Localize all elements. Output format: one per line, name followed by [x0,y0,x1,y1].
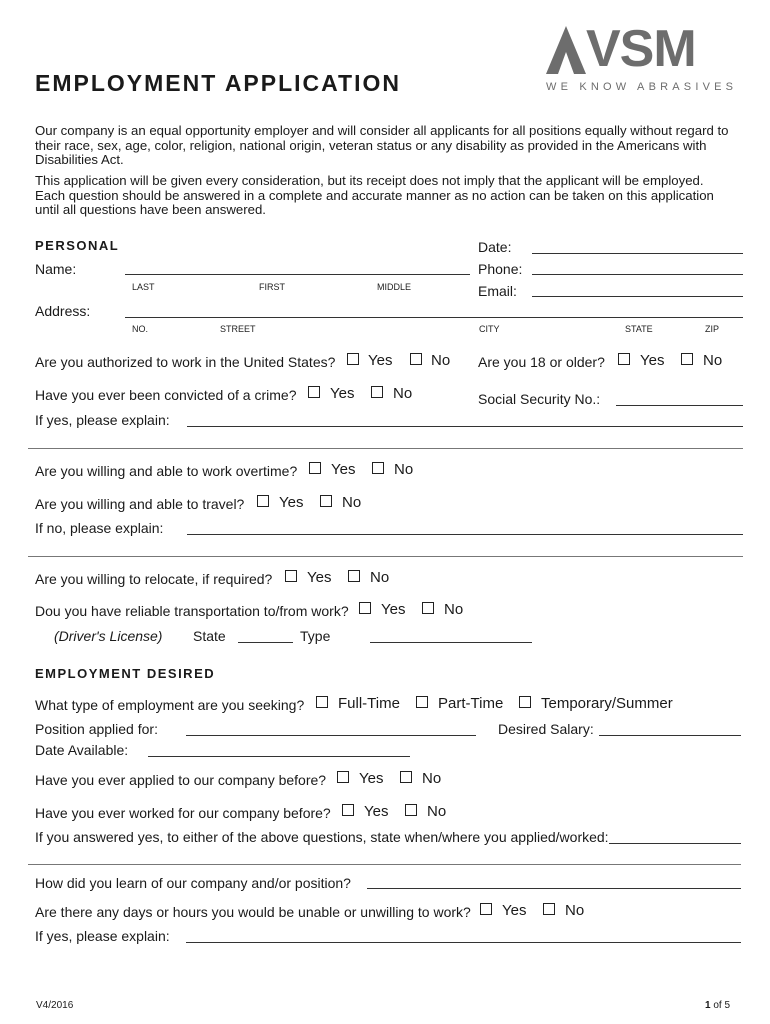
address-sub-city: CITY [479,324,500,334]
age-no-checkbox[interactable] [681,353,693,365]
unable-question: Are there any days or hours you would be unable or unwilling to work? [35,904,471,920]
page-current: 1 [705,1000,711,1011]
age-yes-checkbox[interactable] [618,353,630,365]
unable-yes-checkbox[interactable] [480,903,492,915]
page-title: EMPLOYMENT APPLICATION [35,70,401,96]
address-sub-street: STREET [220,324,256,334]
phone-label: Phone: [478,261,523,277]
overtime-no-checkbox[interactable] [372,462,384,474]
travel-yes-checkbox[interactable] [257,495,269,507]
travel-yes-label: Yes [279,494,304,511]
worked-yes-label: Yes [364,803,389,820]
relocate-no-label: No [370,569,390,586]
email-field[interactable] [532,296,743,297]
authorized-no-checkbox[interactable] [410,353,422,365]
address-label: Address: [35,303,91,319]
crime-no-checkbox[interactable] [371,386,383,398]
crime-question: Have you ever been convicted of a crime? [35,387,297,403]
address-sub-no: NO. [132,324,149,334]
drivers-license-label: (Driver's License) [54,628,163,644]
page-total: of 5 [713,1000,731,1011]
overtime-no-label: No [394,461,414,478]
unable-no-label: No [565,902,585,919]
employment-type-question: What type of employment are you seeking? [35,697,305,713]
date-available-label: Date Available: [35,742,129,758]
license-state-label: State [193,628,226,644]
crime-explain-field[interactable] [187,426,743,427]
worked-no-checkbox[interactable] [405,804,417,816]
applied-before-question: Have you ever applied to our company before? [35,772,327,788]
worked-before-question: Have you ever worked for our company before? [35,805,331,821]
age-yes-label: Yes [640,352,665,369]
address-sub-state: STATE [625,324,653,334]
travel-no-checkbox[interactable] [320,495,332,507]
applied-no-label: No [422,770,442,787]
name-sub-middle: MIDDLE [377,282,412,292]
logo-tagline: WE KNOW ABRASIVES [546,81,738,93]
address-sub-zip: ZIP [705,324,720,334]
ssn-label: Social Security No.: [478,391,601,407]
answered-yes-question: If you answered yes, to either of the above questions, state when/where you applied/worked: [35,829,609,845]
applied-yes-checkbox[interactable] [337,771,349,783]
license-type-label: Type [300,628,331,644]
part-time-label: Part-Time [438,695,504,712]
relocate-yes-checkbox[interactable] [285,570,297,582]
divider [28,864,741,865]
intro-paragraph-eoe: Our company is an equal opportunity employer and will consider all applicants for all positions equally without regard to their race, sex, age, color, religion, national origin, veteran status or any disability as provided in the Americans with Disabilities Act. [35,123,729,167]
section-heading-employment-desired: EMPLOYMENT DESIRED [35,666,216,681]
position-field[interactable] [186,735,476,736]
name-sub-last: LAST [132,282,155,292]
divider [28,556,743,557]
age-question: Are you 18 or older? [478,354,605,370]
ssn-field[interactable] [616,405,743,406]
section-heading-personal: PERSONAL [35,238,120,253]
unable-no-checkbox[interactable] [543,903,555,915]
temporary-label: Temporary/Summer [541,695,673,712]
full-time-label: Full-Time [338,695,400,712]
crime-yes-checkbox[interactable] [308,386,320,398]
salary-field[interactable] [599,735,741,736]
overtime-yes-checkbox[interactable] [309,462,321,474]
crime-no-label: No [393,385,413,402]
age-no-label: No [703,352,723,369]
license-type-field[interactable] [370,642,532,643]
name-field[interactable] [125,274,470,275]
authorized-question: Are you authorized to work in the United States? [35,354,336,370]
email-label: Email: [478,283,517,299]
version-label: V4/2016 [36,1000,74,1011]
worked-yes-checkbox[interactable] [342,804,354,816]
applied-yes-label: Yes [359,770,384,787]
license-state-field[interactable] [238,642,293,643]
part-time-checkbox[interactable] [416,696,428,708]
crime-explain-label: If yes, please explain: [35,412,170,428]
worked-no-label: No [427,803,447,820]
learn-field[interactable] [367,888,741,889]
name-label: Name: [35,261,77,277]
learn-question: How did you learn of our company and/or position? [35,875,351,891]
relocate-yes-label: Yes [307,569,332,586]
unable-yes-label: Yes [502,902,527,919]
crime-yes-label: Yes [330,385,355,402]
applied-no-checkbox[interactable] [400,771,412,783]
logo-triangle-icon [546,26,586,74]
date-field[interactable] [532,253,743,254]
travel-explain-label: If no, please explain: [35,520,164,536]
date-label: Date: [478,239,512,255]
authorized-yes-checkbox[interactable] [347,353,359,365]
transport-no-checkbox[interactable] [422,602,434,614]
overtime-yes-label: Yes [331,461,356,478]
answered-yes-field[interactable] [609,843,741,844]
authorized-yes-label: Yes [368,352,393,369]
divider [28,448,743,449]
date-available-field[interactable] [148,756,410,757]
name-sub-first: FIRST [259,282,285,292]
overtime-question: Are you willing and able to work overtime? [35,463,298,479]
temporary-checkbox[interactable] [519,696,531,708]
relocate-question: Are you willing to relocate, if required? [35,571,273,587]
transport-yes-label: Yes [381,601,406,618]
travel-no-label: No [342,494,362,511]
full-time-checkbox[interactable] [316,696,328,708]
address-field[interactable] [125,317,743,318]
position-label: Position applied for: [35,721,158,737]
unable-explain-label: If yes, please explain: [35,928,170,944]
travel-question: Are you willing and able to travel? [35,496,245,512]
phone-field[interactable] [532,274,743,275]
relocate-no-checkbox[interactable] [348,570,360,582]
travel-explain-field[interactable] [187,534,743,535]
transport-question: Dou you have reliable transportation to/from work? [35,603,349,619]
authorized-no-label: No [431,352,451,369]
transport-no-label: No [444,601,464,618]
intro-paragraph-consideration: This application will be given every consideration, but its receipt does not imply that the applicant will be employed. Each question should be answered in a complete and accurate manner as no action can be taken on this application until all questions have been answered. [35,173,714,217]
salary-label: Desired Salary: [498,721,594,737]
page-number [705,998,730,1014]
transport-yes-checkbox[interactable] [359,602,371,614]
unable-explain-field[interactable] [186,942,741,943]
logo-mark: VSM [586,20,696,78]
